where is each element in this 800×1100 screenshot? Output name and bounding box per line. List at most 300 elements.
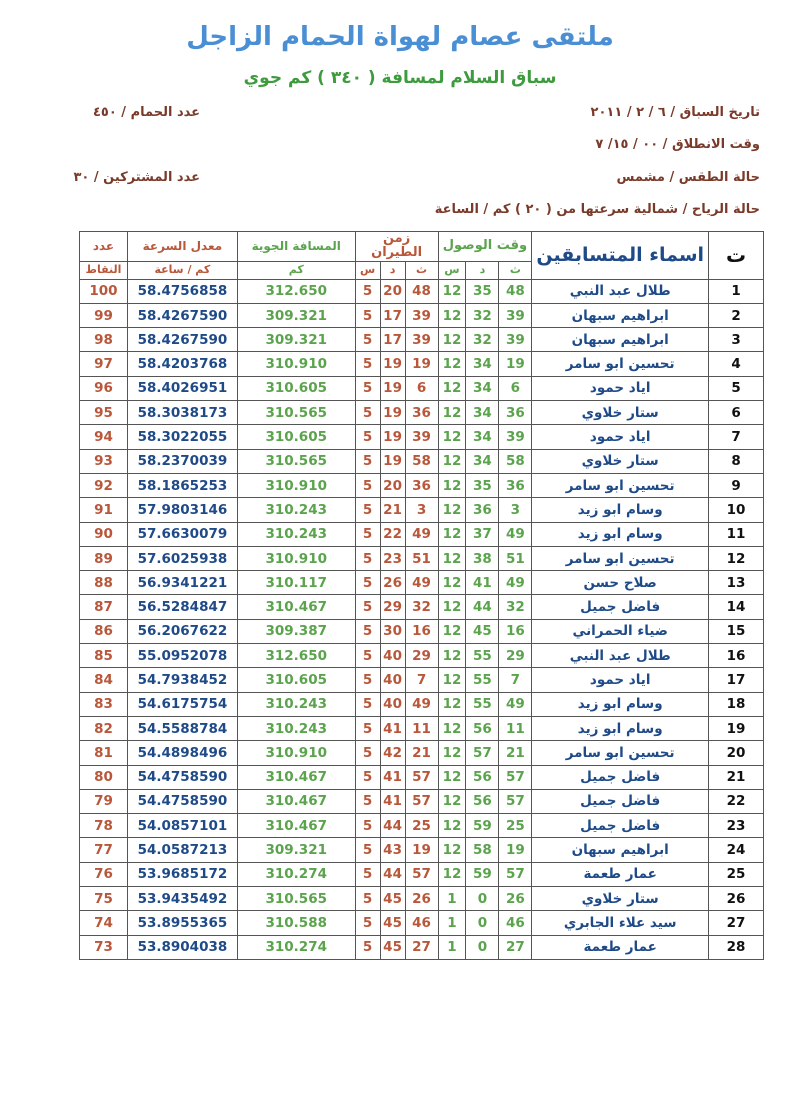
arrival-hour-cell: 12 [438,303,466,327]
flight-min-cell: 30 [380,619,405,643]
arrival-sec-cell: 19 [499,352,532,376]
speed-cell: 54.6175754 [127,692,237,716]
weather: حالة الطقس / مشمس [616,170,760,185]
flight-hour-cell: 5 [355,546,380,570]
points-cell: 90 [80,522,128,546]
arrival-sec-cell: 58 [499,449,532,473]
table-row [80,425,764,449]
flight-min-cell: 19 [380,352,405,376]
arrival-hour-cell: 12 [438,789,466,813]
points-cell: 76 [80,862,128,886]
distance-cell: 312.650 [237,644,355,668]
competitor-name-cell: فاضل جميل [532,814,709,838]
header-arrival-min: د [466,261,499,279]
arrival-hour-cell: 1 [438,887,466,911]
flight-min-cell: 43 [380,838,405,862]
flight-sec-cell: 46 [405,911,438,935]
flight-min-cell: 17 [380,328,405,352]
table-row [80,546,764,570]
flight-hour-cell: 5 [355,814,380,838]
arrival-hour-cell: 12 [438,546,466,570]
competitor-name-cell: ستار خلاوي [532,887,709,911]
speed-cell: 54.4758590 [127,789,237,813]
competitor-name-cell: ستار خلاوي [532,401,709,425]
arrival-hour-cell: 12 [438,498,466,522]
arrival-hour-cell: 1 [438,911,466,935]
rank-cell: 3 [709,328,764,352]
arrival-sec-cell: 29 [499,644,532,668]
flight-min-cell: 42 [380,741,405,765]
distance-cell: 310.467 [237,595,355,619]
arrival-hour-cell: 12 [438,716,466,740]
distance-cell: 310.117 [237,571,355,595]
table-row [80,595,764,619]
arrival-sec-cell: 49 [499,522,532,546]
arrival-min-cell: 34 [466,376,499,400]
arrival-sec-cell: 25 [499,814,532,838]
arrival-sec-cell: 46 [499,911,532,935]
flight-hour-cell: 5 [355,838,380,862]
flight-min-cell: 19 [380,449,405,473]
points-cell: 88 [80,571,128,595]
table-row [80,401,764,425]
points-cell: 78 [80,814,128,838]
rank-cell: 26 [709,887,764,911]
header-name: اسماء المتسابقين [532,232,709,280]
distance-cell: 310.605 [237,376,355,400]
distance-cell: 310.565 [237,449,355,473]
distance-cell: 310.467 [237,789,355,813]
competitor-name-cell: وسام ابو زيد [532,692,709,716]
table-row [80,814,764,838]
speed-cell: 55.0952078 [127,644,237,668]
arrival-sec-cell: 39 [499,328,532,352]
flight-min-cell: 44 [380,862,405,886]
flight-hour-cell: 5 [355,279,380,303]
flight-sec-cell: 57 [405,789,438,813]
speed-cell: 58.4267590 [127,328,237,352]
competitor-name-cell: صلاح حسن [532,571,709,595]
arrival-hour-cell: 12 [438,765,466,789]
distance-cell: 310.467 [237,814,355,838]
flight-sec-cell: 19 [405,352,438,376]
flight-hour-cell: 5 [355,571,380,595]
speed-cell: 56.9341221 [127,571,237,595]
arrival-sec-cell: 39 [499,425,532,449]
flight-hour-cell: 5 [355,401,380,425]
points-cell: 93 [80,449,128,473]
flight-hour-cell: 5 [355,595,380,619]
competitor-name-cell: طلال عبد النبي [532,279,709,303]
speed-cell: 58.4267590 [127,303,237,327]
points-cell: 84 [80,668,128,692]
arrival-min-cell: 0 [466,887,499,911]
arrival-min-cell: 59 [466,814,499,838]
arrival-sec-cell: 49 [499,571,532,595]
rank-cell: 11 [709,522,764,546]
flight-hour-cell: 5 [355,789,380,813]
speed-cell: 58.3038173 [127,401,237,425]
participant-count: عدد المشتركين / ٣٠ [73,170,200,185]
table-row [80,838,764,862]
points-cell: 89 [80,546,128,570]
competitor-name-cell: وسام ابو زيد [532,522,709,546]
table-row [80,449,764,473]
points-cell: 74 [80,911,128,935]
rank-cell: 5 [709,376,764,400]
arrival-sec-cell: 6 [499,376,532,400]
distance-cell: 310.605 [237,425,355,449]
flight-min-cell: 41 [380,716,405,740]
speed-cell: 58.1865253 [127,473,237,497]
competitor-name-cell: وسام ابو زيد [532,716,709,740]
table-row [80,619,764,643]
points-cell: 79 [80,789,128,813]
header-arrival-hour: س [438,261,466,279]
flight-hour-cell: 5 [355,644,380,668]
arrival-min-cell: 0 [466,935,499,959]
flight-hour-cell: 5 [355,741,380,765]
flight-sec-cell: 49 [405,522,438,546]
flight-min-cell: 45 [380,911,405,935]
arrival-min-cell: 32 [466,303,499,327]
flight-sec-cell: 39 [405,303,438,327]
arrival-hour-cell: 12 [438,376,466,400]
competitor-name-cell: فاضل جميل [532,789,709,813]
speed-cell: 54.4758590 [127,765,237,789]
arrival-sec-cell: 11 [499,716,532,740]
arrival-sec-cell: 3 [499,498,532,522]
table-row [80,765,764,789]
rank-cell: 6 [709,401,764,425]
speed-cell: 57.6630079 [127,522,237,546]
speed-cell: 53.8904038 [127,935,237,959]
header-flight-time: زمن الطيران [355,232,438,262]
flight-min-cell: 41 [380,789,405,813]
points-cell: 75 [80,887,128,911]
arrival-hour-cell: 12 [438,692,466,716]
speed-cell: 58.4203768 [127,352,237,376]
header-points: عدد [80,232,128,262]
competitor-name-cell: طلال عبد النبي [532,644,709,668]
arrival-sec-cell: 39 [499,303,532,327]
arrival-min-cell: 59 [466,862,499,886]
flight-min-cell: 17 [380,303,405,327]
flight-hour-cell: 5 [355,668,380,692]
flight-min-cell: 40 [380,668,405,692]
arrival-hour-cell: 12 [438,425,466,449]
rank-cell: 15 [709,619,764,643]
flight-hour-cell: 5 [355,716,380,740]
speed-cell: 58.3022055 [127,425,237,449]
distance-cell: 310.910 [237,741,355,765]
flight-min-cell: 21 [380,498,405,522]
table-row [80,352,764,376]
flight-sec-cell: 7 [405,668,438,692]
flight-sec-cell: 49 [405,571,438,595]
speed-cell: 53.9435492 [127,887,237,911]
distance-cell: 310.243 [237,498,355,522]
rank-cell: 27 [709,911,764,935]
distance-cell: 310.565 [237,887,355,911]
points-cell: 97 [80,352,128,376]
arrival-hour-cell: 12 [438,279,466,303]
arrival-min-cell: 37 [466,522,499,546]
distance-cell: 309.321 [237,328,355,352]
arrival-hour-cell: 12 [438,838,466,862]
competitor-name-cell: عمار طعمة [532,935,709,959]
competitor-name-cell: تحسين ابو سامر [532,741,709,765]
arrival-hour-cell: 12 [438,741,466,765]
competitor-name-cell: سيد علاء الجابري [532,911,709,935]
competitor-name-cell: تحسين ابو سامر [532,473,709,497]
distance-cell: 309.321 [237,838,355,862]
flight-sec-cell: 11 [405,716,438,740]
arrival-min-cell: 34 [466,401,499,425]
flight-sec-cell: 3 [405,498,438,522]
flight-hour-cell: 5 [355,935,380,959]
distance-cell: 310.910 [237,546,355,570]
speed-cell: 56.5284847 [127,595,237,619]
arrival-min-cell: 35 [466,473,499,497]
pigeon-count: عدد الحمام / ٤٥٠ [92,105,200,120]
arrival-min-cell: 38 [466,546,499,570]
distance-cell: 309.321 [237,303,355,327]
flight-hour-cell: 5 [355,911,380,935]
flight-sec-cell: 51 [405,546,438,570]
arrival-hour-cell: 12 [438,522,466,546]
flight-hour-cell: 5 [355,303,380,327]
rank-cell: 25 [709,862,764,886]
flight-min-cell: 44 [380,814,405,838]
flight-hour-cell: 5 [355,498,380,522]
header-flight-sec: ث [405,261,438,279]
points-cell: 77 [80,838,128,862]
arrival-sec-cell: 36 [499,401,532,425]
rank-cell: 24 [709,838,764,862]
flight-sec-cell: 16 [405,619,438,643]
table-row [80,692,764,716]
competitor-name-cell: ضياء الحمراني [532,619,709,643]
arrival-hour-cell: 12 [438,814,466,838]
competitor-name-cell: فاضل جميل [532,765,709,789]
arrival-min-cell: 44 [466,595,499,619]
rank-cell: 2 [709,303,764,327]
speed-cell: 54.0587213 [127,838,237,862]
arrival-hour-cell: 12 [438,401,466,425]
arrival-sec-cell: 57 [499,862,532,886]
flight-min-cell: 40 [380,692,405,716]
distance-cell: 310.274 [237,862,355,886]
arrival-sec-cell: 16 [499,619,532,643]
arrival-hour-cell: 12 [438,473,466,497]
table-row [80,644,764,668]
flight-min-cell: 40 [380,644,405,668]
flight-hour-cell: 5 [355,352,380,376]
competitor-name-cell: تحسين ابو سامر [532,352,709,376]
arrival-min-cell: 34 [466,352,499,376]
start-time: وقت الانطلاق / ٠٠ / ١٥/ ٧ [595,137,760,152]
speed-cell: 56.2067622 [127,619,237,643]
rank-cell: 28 [709,935,764,959]
rank-cell: 20 [709,741,764,765]
distance-cell: 310.274 [237,935,355,959]
rank-cell: 16 [709,644,764,668]
flight-sec-cell: 57 [405,765,438,789]
arrival-sec-cell: 57 [499,765,532,789]
speed-cell: 57.9803146 [127,498,237,522]
results-table [79,231,764,960]
points-cell: 73 [80,935,128,959]
flight-min-cell: 26 [380,571,405,595]
arrival-min-cell: 0 [466,911,499,935]
table-row [80,935,764,959]
arrival-sec-cell: 51 [499,546,532,570]
rank-cell: 21 [709,765,764,789]
header-speed: معدل السرعة [127,232,237,262]
table-row [80,887,764,911]
arrival-sec-cell: 27 [499,935,532,959]
flight-sec-cell: 57 [405,862,438,886]
speed-cell: 54.5588784 [127,716,237,740]
arrival-hour-cell: 1 [438,935,466,959]
distance-cell: 310.565 [237,401,355,425]
header-arrival-time: وقت الوصول [438,232,532,262]
arrival-hour-cell: 12 [438,644,466,668]
points-cell: 96 [80,376,128,400]
competitor-name-cell: وسام ابو زيد [532,498,709,522]
points-cell: 81 [80,741,128,765]
table-row [80,911,764,935]
header-points-sub: النقاط [80,261,128,279]
header-distance: المسافة الجوية [237,232,355,262]
points-cell: 95 [80,401,128,425]
points-cell: 92 [80,473,128,497]
rank-cell: 13 [709,571,764,595]
arrival-hour-cell: 12 [438,595,466,619]
table-row [80,328,764,352]
speed-cell: 58.4756858 [127,279,237,303]
arrival-hour-cell: 12 [438,328,466,352]
table-row [80,668,764,692]
arrival-sec-cell: 19 [499,838,532,862]
speed-cell: 54.7938452 [127,668,237,692]
race-date: تاريخ السباق / ٦ / ٢ / ٢٠١١ [590,105,760,120]
rank-cell: 4 [709,352,764,376]
rank-cell: 7 [709,425,764,449]
speed-cell: 57.6025938 [127,546,237,570]
flight-hour-cell: 5 [355,619,380,643]
table-row [80,741,764,765]
points-cell: 80 [80,765,128,789]
table-row [80,279,764,303]
arrival-min-cell: 56 [466,765,499,789]
flight-min-cell: 20 [380,279,405,303]
header-index: ت [709,232,764,280]
arrival-min-cell: 35 [466,279,499,303]
flight-hour-cell: 5 [355,449,380,473]
points-cell: 98 [80,328,128,352]
header-speed-sub: كم / ساعة [127,261,237,279]
competitor-name-cell: اياد حمود [532,425,709,449]
points-cell: 83 [80,692,128,716]
rank-cell: 22 [709,789,764,813]
flight-min-cell: 19 [380,376,405,400]
arrival-min-cell: 56 [466,716,499,740]
rank-cell: 14 [709,595,764,619]
competitor-name-cell: اياد حمود [532,376,709,400]
arrival-hour-cell: 12 [438,862,466,886]
distance-cell: 310.910 [237,473,355,497]
arrival-hour-cell: 12 [438,571,466,595]
arrival-sec-cell: 57 [499,789,532,813]
speed-cell: 54.0857101 [127,814,237,838]
flight-min-cell: 19 [380,401,405,425]
header-flight-hour: س [355,261,380,279]
competitor-name-cell: ابراهيم سبهان [532,328,709,352]
distance-cell: 310.467 [237,765,355,789]
table-row [80,522,764,546]
rank-cell: 10 [709,498,764,522]
arrival-sec-cell: 48 [499,279,532,303]
competitor-name-cell: ابراهيم سبهان [532,838,709,862]
points-cell: 87 [80,595,128,619]
flight-sec-cell: 25 [405,814,438,838]
arrival-hour-cell: 12 [438,352,466,376]
speed-cell: 58.4026951 [127,376,237,400]
points-cell: 82 [80,716,128,740]
flight-hour-cell: 5 [355,692,380,716]
flight-min-cell: 20 [380,473,405,497]
flight-sec-cell: 19 [405,838,438,862]
arrival-sec-cell: 32 [499,595,532,619]
competitor-name-cell: ابراهيم سبهان [532,303,709,327]
rank-cell: 1 [709,279,764,303]
arrival-min-cell: 34 [466,449,499,473]
competitor-name-cell: ستار خلاوي [532,449,709,473]
flight-sec-cell: 39 [405,425,438,449]
competitor-name-cell: فاضل جميل [532,595,709,619]
points-cell: 86 [80,619,128,643]
header-flight-min: د [380,261,405,279]
points-cell: 85 [80,644,128,668]
flight-hour-cell: 5 [355,765,380,789]
flight-sec-cell: 26 [405,887,438,911]
rank-cell: 12 [709,546,764,570]
table-row [80,862,764,886]
table-row [80,376,764,400]
table-row [80,571,764,595]
flight-min-cell: 19 [380,425,405,449]
flight-sec-cell: 32 [405,595,438,619]
flight-sec-cell: 27 [405,935,438,959]
flight-sec-cell: 58 [405,449,438,473]
flight-hour-cell: 5 [355,328,380,352]
flight-hour-cell: 5 [355,862,380,886]
competitor-name-cell: تحسين ابو سامر [532,546,709,570]
points-cell: 100 [80,279,128,303]
arrival-hour-cell: 12 [438,619,466,643]
distance-cell: 310.588 [237,911,355,935]
speed-cell: 58.2370039 [127,449,237,473]
distance-cell: 310.605 [237,668,355,692]
arrival-min-cell: 58 [466,838,499,862]
flight-sec-cell: 39 [405,328,438,352]
speed-cell: 54.4898496 [127,741,237,765]
points-cell: 99 [80,303,128,327]
arrival-min-cell: 36 [466,498,499,522]
flight-min-cell: 45 [380,935,405,959]
